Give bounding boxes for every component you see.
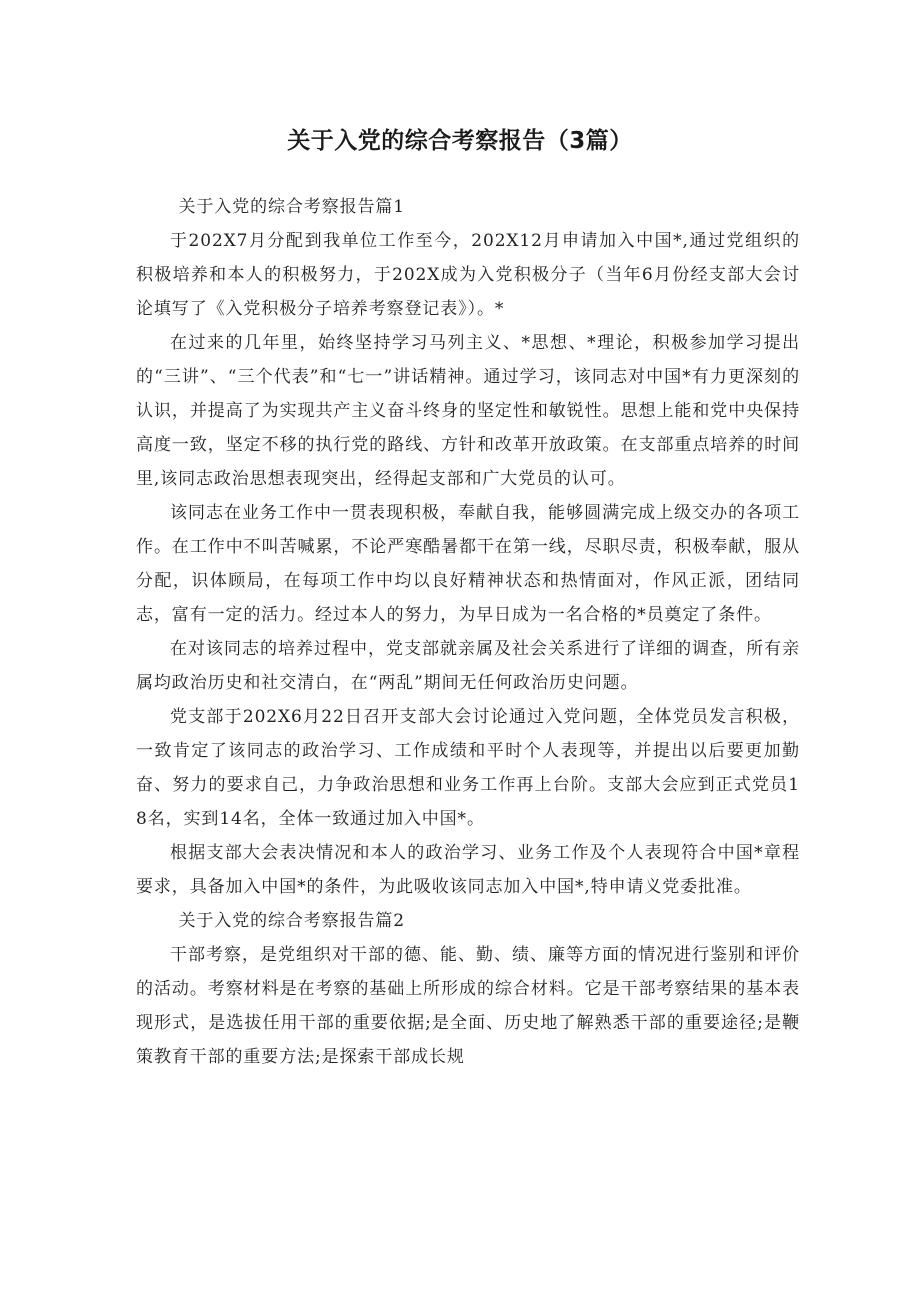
section-1 bbox=[136, 190, 800, 904]
section-heading: 关于入党的综合考察报告篇2 bbox=[178, 911, 406, 931]
paragraph: 在对该同志的培养过程中，党支部就亲属及社会关系进行了详细的调查，所有亲属均政治历史和社交清白，在“两乱”期间无任何政治历史问题。 bbox=[136, 639, 800, 693]
section-2 bbox=[136, 904, 800, 1074]
section-heading: 关于入党的综合考察报告篇1 bbox=[178, 197, 406, 217]
document-body bbox=[136, 190, 800, 1074]
paragraph: 该同志在业务工作中一贯表现积极，奉献自我，能够圆满完成上级交办的各项工作。在工作中不叫苦喊累，不论严寒酷暑都干在第一线，尽职尽责，积极奉献，服从分配，识体顾局，在每项工作中均以良好精神状态和热情面对，作风正派，团结同志，富有一定的活力。经过本人的努力，为早日成为一名合格的*员奠定了条件。 bbox=[136, 503, 800, 625]
document-title: 关于入党的综合考察报告（3篇） bbox=[287, 128, 633, 154]
paragraph: 于202X7月分配到我单位工作至今，202X12月申请加入中国*,通过党组织的积极培养和本人的积极努力，于202X成为入党积极分子（当年6月份经支部大会讨论填写了《入党积极分子培养考察登记表》）。* bbox=[136, 231, 800, 319]
paragraph: 在过来的几年里，始终坚持学习马列主义、*思想、*理论，积极参加学习提出的“三讲”、“三个代表”和“七一”讲话精神。通过学习，该同志对中国*有力更深刻的认识，并提高了为实现共产主义奋斗终身的坚定性和敏锐性。思想上能和党中央保持高度一致，坚定不移的执行党的路线、方针和改革开放政策。在支部重点培养的时间里,该同志政治思想表现突出，经得起支部和广大党员的认可。 bbox=[136, 333, 800, 489]
paragraph: 党支部于202X6月22日召开支部大会讨论通过入党问题，全体党员发言积极，一致肯定了该同志的政治学习、工作成绩和平时个人表现等，并提出以后要更加勤奋、努力的要求自己，力争政治思想和业务工作再上台阶。支部大会应到正式党员18名，实到14名，全体一致通过加入中国*。 bbox=[136, 707, 800, 829]
paragraph: 根据支部大会表决情况和本人的政治学习、业务工作及个人表现符合中国*章程要求，具备加入中国*的条件，为此吸收该同志加入中国*,特申请义党委批准。 bbox=[136, 843, 800, 897]
paragraph: 干部考察，是党组织对干部的德、能、勤、绩、廉等方面的情况进行鉴别和评价的活动。考察材料是在考察的基础上所形成的综合材料。它是干部考察结果的基本表现形式，是选拔任用干部的重要依据;是全面、历史地了解熟悉干部的重要途径;是鞭策教育干部的重要方法;是探索干部成长规 bbox=[136, 945, 800, 1067]
